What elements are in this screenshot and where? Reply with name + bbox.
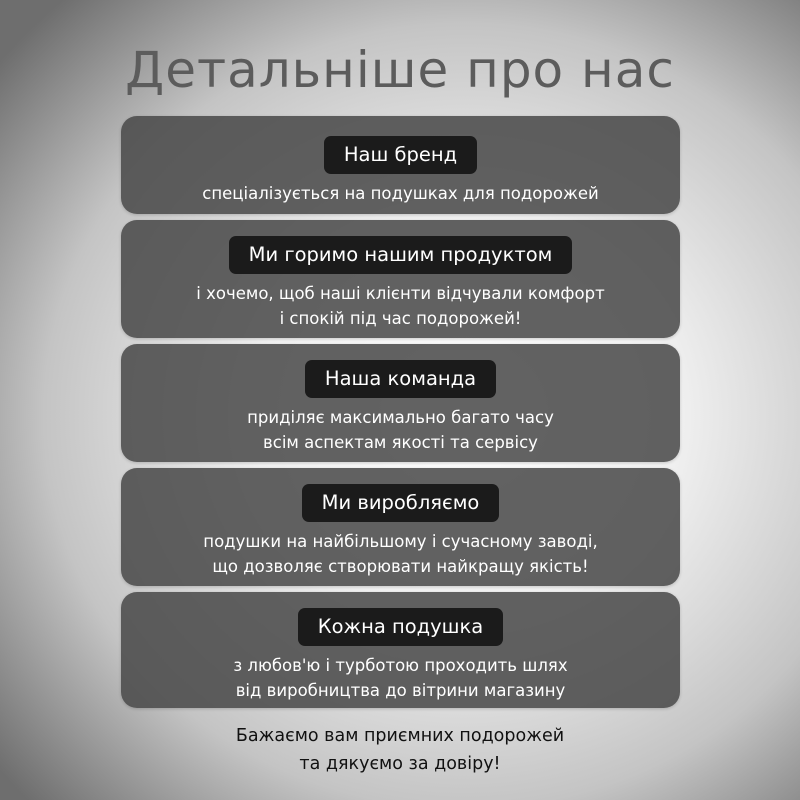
card-heading: Кожна подушка xyxy=(298,608,504,646)
page-title: Детальніше про нас xyxy=(125,41,675,99)
card-text: і хочемо, щоб наші клієнти відчували комфорт і спокій під час подорожей! xyxy=(196,284,605,328)
card-production xyxy=(121,468,680,586)
card-text: приділяє максимально багато часу всім аспектам якості та сервісу xyxy=(247,408,554,452)
card-heading: Ми горимо нашим продуктом xyxy=(229,236,573,274)
card-text: спеціалізується на подушках для подорожей xyxy=(202,184,599,203)
card-text: подушки на найбільшому і сучасному заводі, що дозволяє створювати найкращу якість! xyxy=(203,532,598,576)
closing-message: Бажаємо вам приємних подорожей та дякуємо за довіру! xyxy=(235,726,565,774)
card-brand xyxy=(121,116,680,214)
card-heading: Наш бренд xyxy=(324,136,477,174)
card-heading: Наша команда xyxy=(305,360,496,398)
card-passion xyxy=(121,220,680,338)
card-heading: Ми виробляємо xyxy=(302,484,500,522)
card-team xyxy=(121,344,680,462)
card-text: з любов'ю і турботою проходить шлях від виробництва до вітрини магазину xyxy=(233,656,568,700)
card-pillow xyxy=(121,592,680,708)
